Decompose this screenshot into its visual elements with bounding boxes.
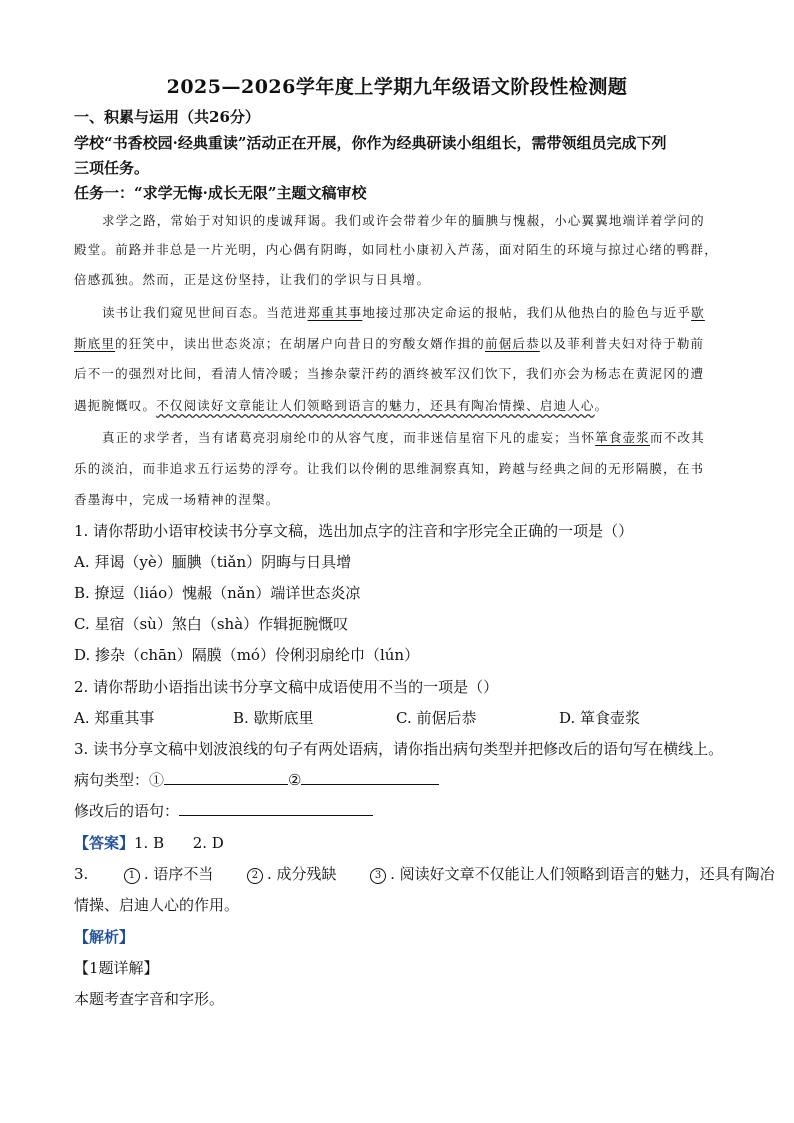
idiom-underlined: 箪食壶浆 bbox=[595, 430, 651, 445]
q2-option-d: D. 箪食壶浆 bbox=[559, 709, 641, 727]
text: 遇扼腕慨叹。 bbox=[74, 398, 157, 413]
revise-label: 修改后的语句： bbox=[74, 802, 180, 820]
text: 。 bbox=[594, 398, 609, 413]
intro-line-1: 学校“书香校园·经典重读”活动正在开展，你作为经典研读小组组长，需带领组员完成下列 bbox=[74, 134, 667, 152]
q3-stem: 3. 读书分享文稿中划波浪线的句子有两处语病，请你指出病句类型并把修改后的语句写在横线上。 bbox=[74, 740, 724, 758]
circled-number: 1 bbox=[124, 868, 140, 884]
q1-option-d: D. 掺杂（chān）隔膜（mó）伶俐羽扇纶巾（lún） bbox=[74, 646, 420, 664]
answer-item: . 成分残缺 bbox=[266, 865, 337, 883]
page-title: 2025—2026学年度上学期九年级语文阶段性检测题 bbox=[166, 76, 628, 98]
intro-line-2: 三项任务。 bbox=[74, 159, 150, 177]
task-heading: 任务一：“求学无悔·成长无限”主题文稿审校 bbox=[74, 184, 367, 202]
answer-item: . 阅读好文章不仅能让人们领略到语言的魅力，还具有陶冶 bbox=[390, 865, 775, 883]
idiom-underlined: 郑重其事 bbox=[307, 305, 363, 320]
answer-3-row bbox=[74, 863, 775, 884]
answer-3-number: 3. bbox=[74, 865, 89, 883]
answer-blank-1[interactable] bbox=[164, 770, 288, 785]
idiom-underlined: 斯底里 bbox=[74, 336, 116, 351]
q2-stem: 2. 请你帮助小语指出读书分享文稿中成语使用不当的一项是（） bbox=[74, 678, 499, 696]
analysis-label: 【解析】 bbox=[74, 928, 135, 946]
para2-line2 bbox=[74, 334, 704, 352]
q2-option-c: C. 前倨后恭 bbox=[396, 709, 477, 727]
answer-label: 【答案】 bbox=[74, 834, 135, 852]
circled-number: 3 bbox=[370, 868, 386, 884]
text: 真正的求学者，当有诸葛亮羽扇纶巾的从容气度，而非迷信星宿下凡的虚妄；当怀 bbox=[102, 430, 596, 445]
para1-line1: 求学之路，常始于对知识的虔诚拜谒。我们或许会带着少年的腼腆与愧赧，小心翼翼地端详着学问的 bbox=[102, 213, 705, 228]
circled-number: 2 bbox=[247, 868, 263, 884]
idiom-underlined: 前倨后恭 bbox=[485, 336, 540, 351]
detail-text: 本题考查字音和字形。 bbox=[74, 990, 225, 1008]
para3-line2: 乐的淡泊，而非追求五行运势的浮夸。让我们以伶俐的思维洞察真知，跨越与经典之间的无形隔膜，在书 bbox=[74, 461, 705, 476]
text: 读书让我们窥见世间百态。当范进 bbox=[102, 305, 308, 320]
para3-line1 bbox=[102, 428, 705, 446]
idiom-underlined: 歇 bbox=[691, 305, 705, 320]
type-label: 病句类型： bbox=[74, 771, 150, 789]
answer-1-2: 1. B 2. D bbox=[134, 834, 224, 852]
text: 的狂笑中，读出世态炎凉；在胡屠户向昔日的穷酸女婿作揖的 bbox=[115, 336, 486, 351]
q1-stem: 1. 请你帮助小语审校读书分享文稿，选出加点字的注音和字形完全正确的一项是（） bbox=[74, 522, 634, 540]
text: 而不改其 bbox=[650, 430, 705, 445]
q1-option-a: A. 拜谒（yè）腼腆（tiǎn）阴晦与日具增 bbox=[74, 553, 352, 571]
answer-row bbox=[74, 832, 224, 853]
text: 以及菲利普夫妇对待于勒前 bbox=[539, 336, 705, 351]
answer-blank-2[interactable] bbox=[301, 770, 439, 785]
para2-line4 bbox=[74, 396, 608, 414]
answer-blank-3[interactable] bbox=[179, 801, 373, 816]
mark-1: ① bbox=[149, 771, 165, 789]
q1-option-b: B. 撩逗（liáo）愧赧（nǎn）端详世态炎凉 bbox=[74, 584, 361, 602]
text: 地接过那决定命运的报帖，我们从他热白的脸色与近乎 bbox=[362, 305, 692, 320]
para2-line1 bbox=[102, 303, 705, 321]
para1-line3: 倍感孤独。然而，正是这份坚持，让我们的学识与日具增。 bbox=[74, 272, 431, 287]
section-heading: 一、积累与运用（共26分） bbox=[74, 108, 260, 126]
wavy-sentence: 不仅阅读好文章能让人们领略到语言的魅力，还具有陶冶情操、启迪人心 bbox=[156, 398, 595, 413]
mark-2: ② bbox=[288, 771, 302, 789]
para1-line2: 殿堂。前路并非总是一片光明，内心偶有阴晦，如同杜小康初入芦荡，面对陌生的环境与掠过心绪的鸭群， bbox=[74, 242, 718, 257]
q2-option-b: B. 歇斯底里 bbox=[233, 709, 314, 727]
answer-3-cont: 情操、启迪人心的作用。 bbox=[74, 896, 240, 914]
q3-revise-row bbox=[74, 800, 373, 821]
detail-heading: 【1题详解】 bbox=[74, 959, 159, 977]
para2-line3: 后不一的强烈对比间，看清人情冷暖；当掺杂蒙汗药的酒终被军汉们饮下，我们亦会为杨志在黄泥冈的遭 bbox=[74, 366, 705, 381]
q2-option-a: A. 郑重其事 bbox=[74, 709, 155, 727]
para3-line3: 香墨海中，完成一场精神的涅槃。 bbox=[74, 492, 280, 507]
q3-type-row bbox=[74, 769, 439, 790]
answer-item: . 语序不当 bbox=[143, 865, 214, 883]
q1-option-c: C. 星宿（sù）煞白（shà）作辑扼腕慨叹 bbox=[74, 615, 349, 633]
